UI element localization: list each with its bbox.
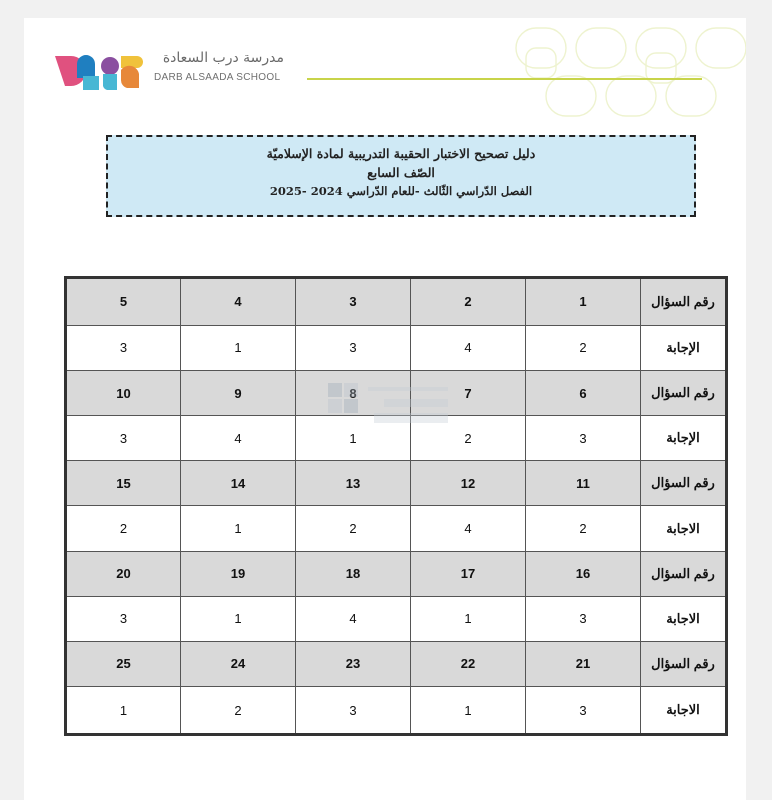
- answer-label: الاجابة: [641, 596, 727, 641]
- question-number-cell: 9: [181, 370, 296, 415]
- answer-cell: 3: [66, 416, 181, 461]
- question-number-cell: 4: [181, 278, 296, 326]
- question-number-cell: 11: [526, 461, 641, 506]
- answer-cell: 2: [526, 506, 641, 551]
- answer-key-table: [64, 276, 728, 736]
- question-number-cell: 10: [66, 370, 181, 415]
- answer-label: الاجابة: [641, 687, 727, 735]
- answer-cell: 2: [66, 506, 181, 551]
- answer-cell: 4: [181, 416, 296, 461]
- answer-cell: 3: [526, 687, 641, 735]
- question-number-cell: 21: [526, 641, 641, 686]
- answer-cell: 3: [526, 596, 641, 641]
- answer-cell: 4: [411, 325, 526, 370]
- answer-cell: 4: [296, 596, 411, 641]
- question-number-cell: 14: [181, 461, 296, 506]
- answer-label: الإجابة: [641, 416, 727, 461]
- question-number-cell: 6: [526, 370, 641, 415]
- answer-cell: 3: [296, 325, 411, 370]
- decorative-pattern: [506, 18, 746, 133]
- answer-cell: 2: [411, 416, 526, 461]
- answer-label: الإجابة: [641, 325, 727, 370]
- question-number-cell: 13: [296, 461, 411, 506]
- question-number-cell: 5: [66, 278, 181, 326]
- document-page: [24, 18, 746, 800]
- answer-row: [66, 506, 727, 551]
- question-number-cell: 17: [411, 551, 526, 596]
- document-title: دليل تصحيح الاختبار الحقيبة التدريبية لمادة الإسلاميّة: [266, 146, 536, 161]
- answer-cell: 1: [66, 687, 181, 735]
- question-number-cell: 7: [411, 370, 526, 415]
- school-name-english: DARB ALSAADA SCHOOL: [154, 72, 281, 83]
- question-number-cell: 18: [296, 551, 411, 596]
- question-number-row: [66, 278, 727, 326]
- answer-label: الاجابة: [641, 506, 727, 551]
- question-number-row: [66, 461, 727, 506]
- answer-cell: 3: [526, 416, 641, 461]
- answer-cell: 3: [66, 596, 181, 641]
- question-number-cell: 12: [411, 461, 526, 506]
- question-number-row: [66, 370, 727, 415]
- question-number-cell: 19: [181, 551, 296, 596]
- question-number-cell: 24: [181, 641, 296, 686]
- answer-cell: 1: [296, 416, 411, 461]
- question-number-label: رقم السؤال: [641, 278, 727, 326]
- question-number-label: رقم السؤال: [641, 370, 727, 415]
- question-number-cell: 16: [526, 551, 641, 596]
- title-box: [106, 135, 696, 217]
- answer-cell: 2: [526, 325, 641, 370]
- question-number-label: رقم السؤال: [641, 551, 727, 596]
- answer-cell: 3: [66, 325, 181, 370]
- answer-cell: 1: [181, 325, 296, 370]
- answer-row: [66, 325, 727, 370]
- question-number-cell: 8: [296, 370, 411, 415]
- question-number-cell: 15: [66, 461, 181, 506]
- answer-cell: 3: [296, 687, 411, 735]
- question-number-cell: 3: [296, 278, 411, 326]
- answer-row: [66, 596, 727, 641]
- answer-cell: 1: [181, 596, 296, 641]
- question-number-cell: 23: [296, 641, 411, 686]
- question-number-cell: 22: [411, 641, 526, 686]
- answer-cell: 4: [411, 506, 526, 551]
- question-number-cell: 20: [66, 551, 181, 596]
- header-divider: [307, 78, 702, 80]
- answer-cell: 2: [296, 506, 411, 551]
- question-number-label: رقم السؤال: [641, 641, 727, 686]
- answer-cell: 2: [181, 687, 296, 735]
- school-logo: [53, 52, 143, 92]
- answer-row: [66, 416, 727, 461]
- term-label: الفصل الدّراسي الثّالث -للعام الدّراسي 2024 -2025: [269, 184, 533, 198]
- school-name-arabic: مدرسة درب السعادة: [162, 50, 284, 66]
- answer-row: [66, 687, 727, 735]
- question-number-row: [66, 641, 727, 686]
- question-number-cell: 1: [526, 278, 641, 326]
- answer-cell: 1: [411, 596, 526, 641]
- question-number-cell: 2: [411, 278, 526, 326]
- grade-label: الصّف السابع: [367, 165, 435, 180]
- question-number-row: [66, 551, 727, 596]
- question-number-cell: 25: [66, 641, 181, 686]
- answer-cell: 1: [181, 506, 296, 551]
- question-number-label: رقم السؤال: [641, 461, 727, 506]
- answer-cell: 1: [411, 687, 526, 735]
